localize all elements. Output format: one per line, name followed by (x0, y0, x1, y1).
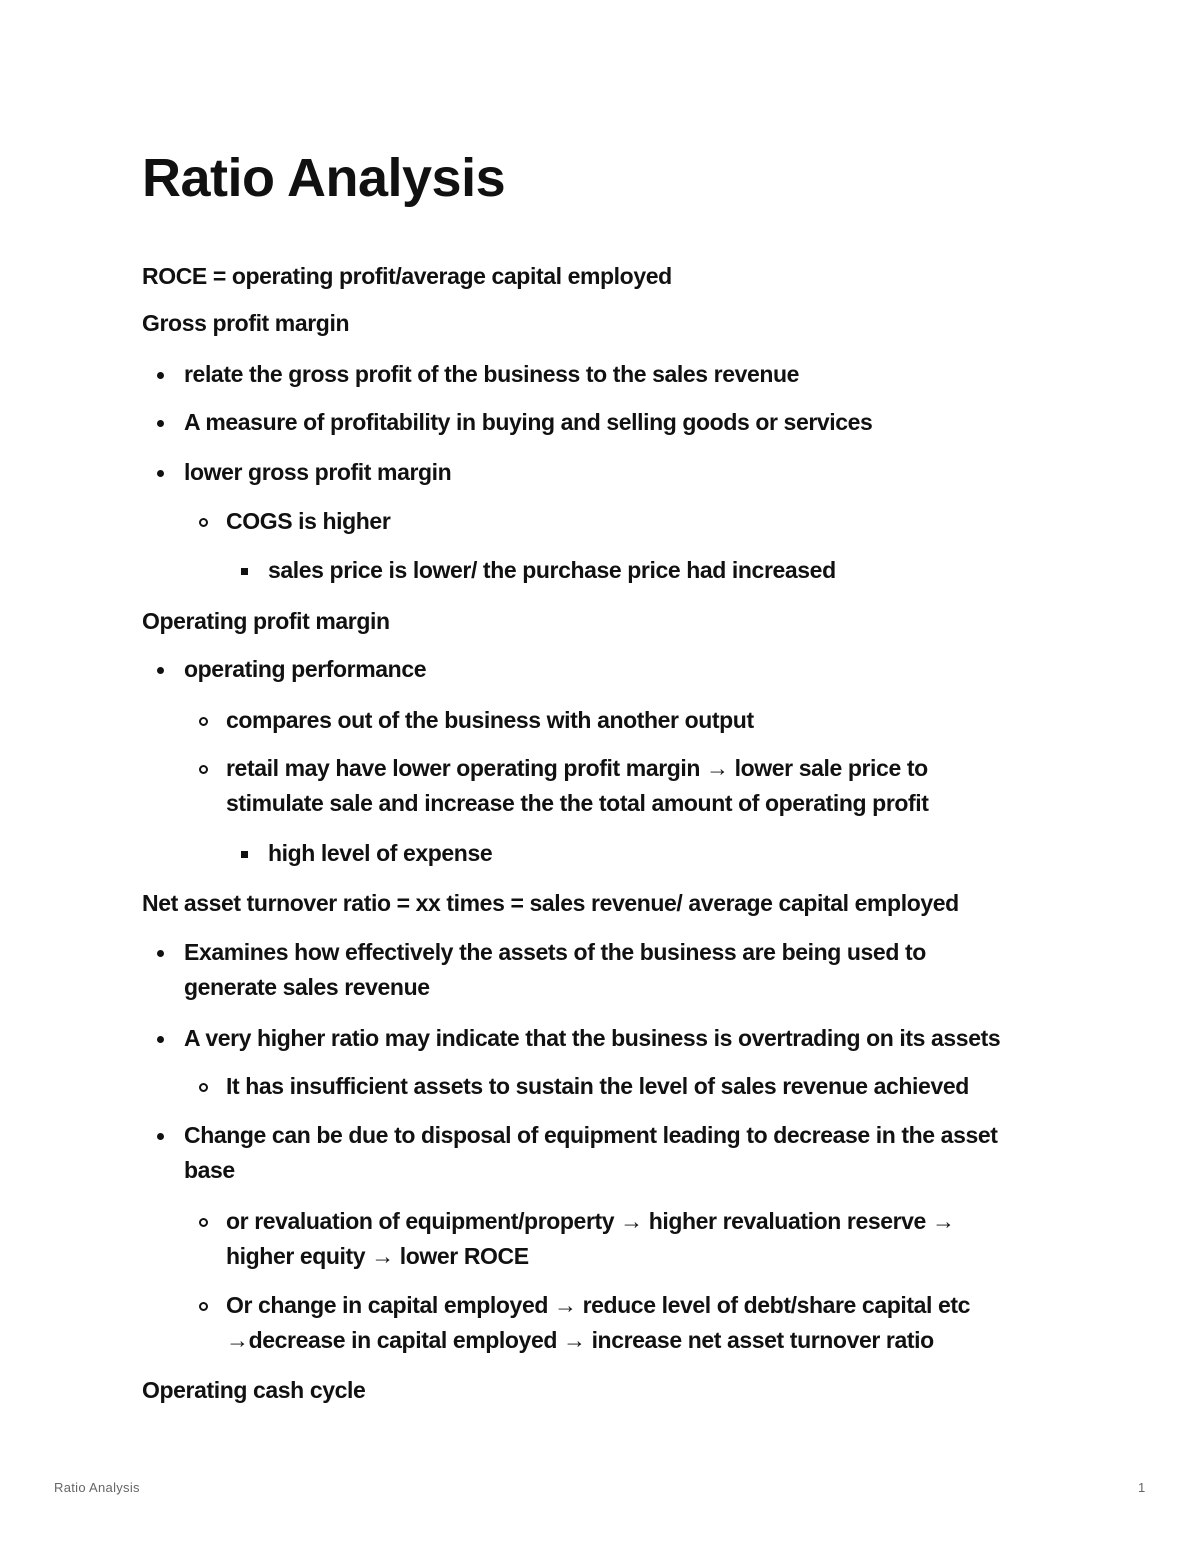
list-item: relate the gross profit of the business to the sales revenue (184, 357, 1054, 392)
operating-cash-cycle-heading: Operating cash cycle (142, 1377, 366, 1403)
bullet-square-icon (241, 568, 248, 575)
list-item: high level of expense (268, 836, 1048, 871)
bullet-square-icon (241, 851, 248, 858)
bullet-disc-icon (157, 470, 164, 477)
list-item: Examines how effectively the assets of the business are being used to generate sales revenue (184, 935, 1054, 1005)
bullet-disc-icon (157, 1133, 164, 1140)
list-item: lower gross profit margin (184, 455, 1054, 490)
bullet-disc-icon (157, 950, 164, 957)
footer-document-name: Ratio Analysis (54, 1480, 140, 1495)
net-asset-turnover-heading: Net asset turnover ratio = xx times = sales revenue/ average capital employed (142, 890, 959, 916)
gross-profit-margin-heading: Gross profit margin (142, 310, 350, 336)
operating-profit-margin-heading: Operating profit margin (142, 608, 390, 634)
list-item: A very higher ratio may indicate that the business is overtrading on its assets (184, 1021, 1054, 1056)
list-item: Or change in capital employed → reduce level of debt/share capital etc →decrease in capital employed → increase net asset turnover ratio (226, 1288, 1046, 1358)
roce-formula: ROCE = operating profit/average capital employed (142, 263, 672, 289)
list-item: compares out of the business with another output (226, 703, 1046, 738)
bullet-circle-icon (199, 518, 208, 527)
list-item: A measure of profitability in buying and selling goods or services (184, 405, 1054, 440)
bullet-circle-icon (199, 1083, 208, 1092)
bullet-circle-icon (199, 765, 208, 774)
bullet-disc-icon (157, 667, 164, 674)
page-title: Ratio Analysis (142, 148, 506, 208)
footer-page-number: 1 (1138, 1480, 1146, 1495)
list-item: COGS is higher (226, 504, 1046, 539)
bullet-disc-icon (157, 1036, 164, 1043)
list-item: sales price is lower/ the purchase price had increased (268, 553, 1048, 588)
bullet-disc-icon (157, 372, 164, 379)
list-item: operating performance (184, 652, 1054, 687)
bullet-circle-icon (199, 1218, 208, 1227)
list-item: It has insufficient assets to sustain the level of sales revenue achieved (226, 1069, 1046, 1104)
bullet-disc-icon (157, 420, 164, 427)
bullet-circle-icon (199, 1302, 208, 1311)
list-item: Change can be due to disposal of equipment leading to decrease in the asset base (184, 1118, 1054, 1188)
bullet-circle-icon (199, 717, 208, 726)
list-item: retail may have lower operating profit margin → lower sale price to stimulate sale and increase the the total amount of operating profit (226, 751, 1046, 821)
list-item: or revaluation of equipment/property → higher revaluation reserve → higher equity → lower ROCE (226, 1204, 1046, 1274)
